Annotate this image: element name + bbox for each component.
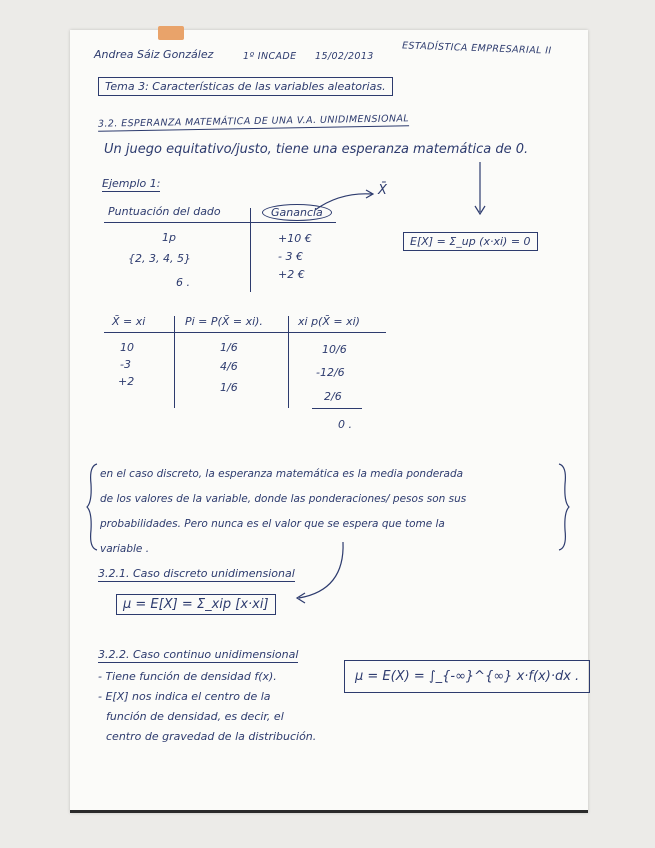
expected-value-formula-box: E[X] = Σ_up (x·xi) = 0 [403,232,538,251]
curved-arrow-graphic [285,540,355,610]
header-subject: ESTADÍSTICA EMPRESARIAL II [401,40,552,57]
table1-gain-3: +2 € [278,268,305,281]
table1-column-rule [250,208,251,292]
table1-gain-1: +10 € [278,232,312,245]
section-3-2-heading: 3.2. ESPERANZA MATEMÁTICA DE UNA V.A. UNIDIMENSIONAL [97,113,410,130]
table2-header-rule [104,332,386,333]
header-author: Andrea Sáiz González [94,48,214,61]
down-arrow-graphic [470,160,490,220]
table2-header-product: xi p(X̄ = xi) [298,315,360,328]
continuous-bullet-1: - Tiene función de densidad f(x). [98,670,277,683]
fair-game-statement: Un juego equitativo/justo, tiene una esperanza matemática de 0. [104,142,529,157]
paper-tab-marker [158,26,184,40]
topic-title: Tema 3: Características de las variables aleatorias. [98,77,393,96]
table2-product-3: 2/6 [324,390,342,403]
table1-score-3: 6 . [176,276,190,289]
discrete-note-line-3: probabilidades. Pero nunca es el valor que se espera que tome la [100,518,445,530]
table2-xi-3: +2 [118,375,135,388]
table2-column-rule-2 [288,316,289,408]
table2-header-xi: X̄ = xi [112,315,146,328]
table1-header-rule [104,222,336,223]
table1-score-header: Puntuación del dado [108,205,221,218]
table2-pi-2: 4/6 [220,360,238,373]
header-course: 1º INCADE [243,51,297,62]
discrete-mean-formula: μ = E[X] = Σ_xip [x·xi] [116,594,276,615]
table1-gain-header: Ganancia [262,204,332,221]
table2-pi-3: 1/6 [220,381,238,394]
header-date: 15/02/2013 [315,51,374,62]
discrete-note-line-1: en el caso discreto, la esperanza matemática es la media ponderada [100,468,464,480]
table2-pi-1: 1/6 [220,341,238,354]
continuous-bullet-2b: función de densidad, es decir, el [106,710,284,723]
table2-sum-rule [312,408,362,409]
continuous-mean-formula: μ = E(X) = ∫_{-∞}^{∞} x·f(x)·dx . [344,660,590,693]
table2-product-2: -12/6 [316,366,345,379]
table2-product-1: 10/6 [322,343,347,356]
discrete-note-line-4: variable . [100,543,150,555]
table2-column-rule-1 [174,316,175,408]
table2-xi-2: -3 [120,358,131,371]
discrete-note-line-2: de los valores de la variable, donde las ponderaciones/ pesos son sus [100,493,467,505]
table2-xi-1: 10 [120,341,134,354]
continuous-bullet-2a: - E[X] nos indica el centro de la [98,690,271,703]
example-label: Ejemplo 1: [102,177,161,190]
table1-gain-2: - 3 € [278,250,303,263]
x-variable-symbol: X̄ [378,183,387,198]
table2-header-pi: Pi = P(X̄ = xi). [185,315,263,328]
table1-score-1: 1p [162,231,176,244]
table2-total: 0 . [338,418,352,431]
section-3-2-2-heading: 3.2.2. Caso continuo unidimensional [98,648,299,661]
continuous-bullet-2c: centro de gravedad de la distribución. [106,730,317,743]
section-3-2-1-heading: 3.2.1. Caso discreto unidimensional [98,567,295,580]
table1-score-2: {2, 3, 4, 5} [128,252,191,265]
left-brace-graphic [86,462,100,552]
page-edge-shadow [70,810,588,813]
